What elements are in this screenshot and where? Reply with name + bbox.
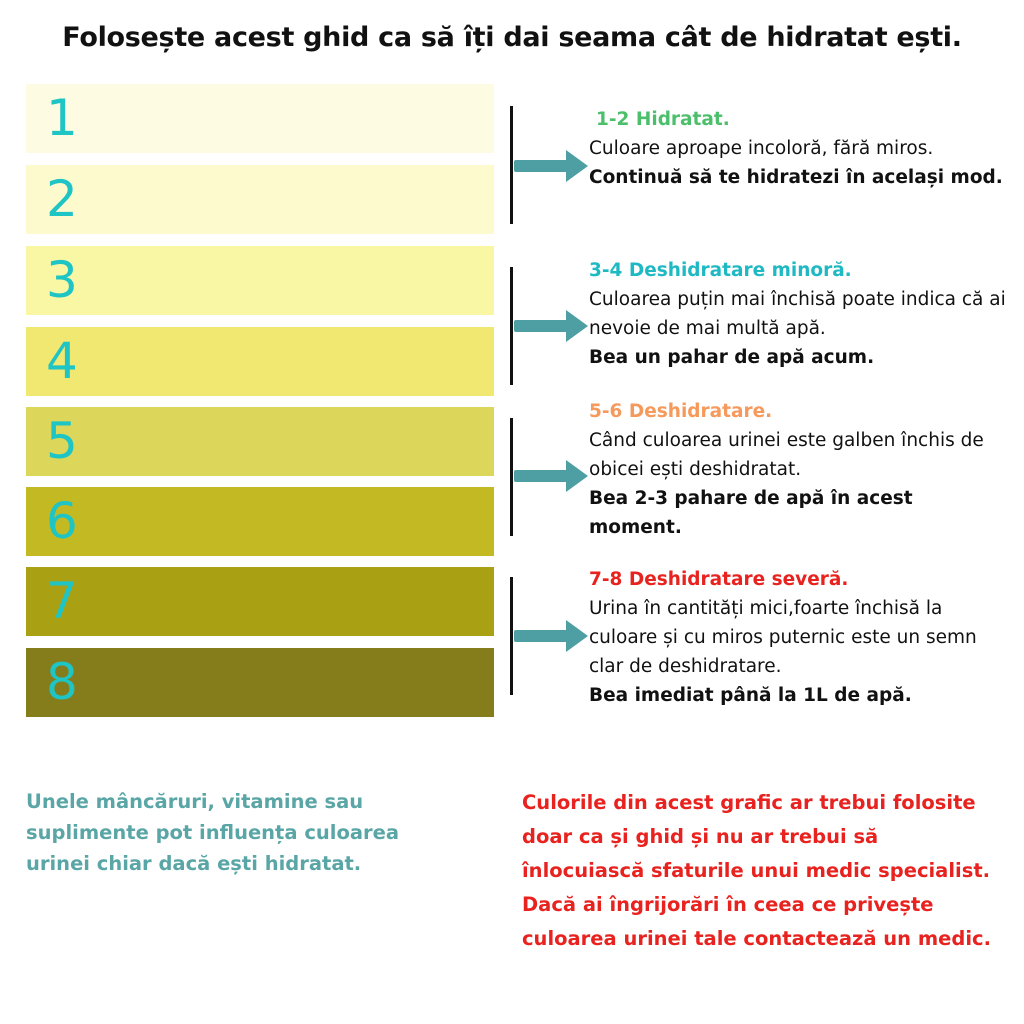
- group-dehydration: [589, 397, 1009, 542]
- group-advice: Bea un pahar de apă acum.: [589, 347, 875, 368]
- group-minor-dehydration: [589, 256, 1009, 372]
- color-swatch-8: [26, 648, 494, 717]
- color-swatch-2: [26, 165, 494, 234]
- group-advice: Bea imediat până la 1L de apă.: [589, 685, 912, 706]
- swatch-number-1: 1: [46, 89, 78, 147]
- group-description: Culoarea puțin mai închisă poate indica că ai nevoie de mai multă apă.: [589, 289, 1006, 339]
- bracket-3-4: [510, 267, 513, 385]
- arrow-right-icon: [514, 308, 590, 344]
- color-swatch-3: [26, 246, 494, 315]
- color-swatch-6: [26, 487, 494, 556]
- swatch-number-4: 4: [46, 332, 78, 390]
- color-swatch-7: [26, 567, 494, 636]
- group-description: Când culoarea urinei este galben închis de obicei ești deshidratat.: [589, 430, 984, 480]
- bracket-5-6: [510, 418, 513, 536]
- group-heading: 7-8 Deshidratare severă.: [589, 569, 849, 590]
- swatch-number-7: 7: [46, 572, 78, 630]
- bracket-7-8: [510, 577, 513, 695]
- swatch-number-2: 2: [46, 170, 78, 228]
- group-description: Urina în cantități mici,foarte închisă la culoare și cu miros puternic este un semn clar de deshidratare.: [589, 598, 977, 677]
- arrow-right-icon: [514, 148, 590, 184]
- color-swatch-5: [26, 407, 494, 476]
- group-heading: 3-4 Deshidratare minoră.: [589, 260, 852, 281]
- swatch-number-8: 8: [46, 653, 78, 711]
- swatch-number-3: 3: [46, 251, 78, 309]
- group-heading: 1-2 Hidratat.: [596, 109, 730, 130]
- bracket-1-2: [510, 106, 513, 224]
- arrow-right-icon: [514, 458, 590, 494]
- group-advice: Bea 2-3 pahare de apă în acest moment.: [589, 488, 913, 538]
- group-hydrated: [589, 105, 1009, 192]
- medical-disclaimer: Culorile din acest grafic ar trebui folosite doar ca și ghid și nu ar trebui să înlocuiască sfaturile unui medic specialist. Dacă ai îngrijorări în ceea ce privește culoarea urinei tale contactează un medic.: [522, 791, 991, 950]
- arrow-right-icon: [514, 618, 590, 654]
- group-heading: 5-6 Deshidratare.: [589, 401, 773, 422]
- swatch-number-5: 5: [46, 412, 78, 470]
- group-description: Culoare aproape incoloră, fără miros.: [589, 138, 934, 159]
- color-swatch-4: [26, 327, 494, 396]
- group-severe-dehydration: [589, 565, 1009, 710]
- group-advice: Continuă să te hidratezi în același mod.: [589, 167, 1003, 188]
- swatch-number-6: 6: [46, 492, 78, 550]
- color-swatch-1: [26, 84, 494, 153]
- food-vitamins-note: Unele mâncăruri, vitamine sau suplimente pot influența culoarea urinei chiar dacă ești hidratat.: [26, 790, 400, 875]
- page-title: Folosește acest ghid ca să îți dai seama cât de hidratat ești.: [62, 22, 962, 53]
